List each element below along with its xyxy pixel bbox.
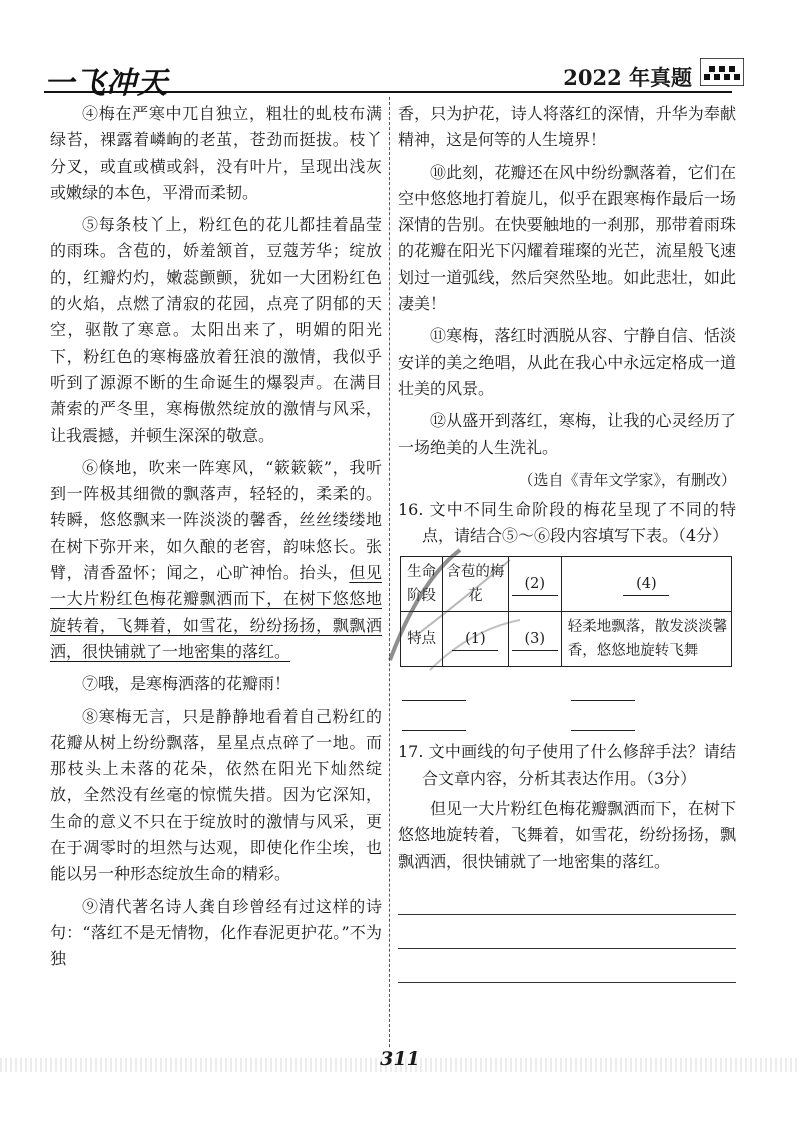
paragraph-6-text: ⑥倏地，吹来一阵寒风，“簌簌簌”，我听到一阵极其细微的飘落声，轻轻的，柔柔的。转瞬，悠悠飘来一阵淡淡的馨香，丝丝缕缕地在树下弥开来，如久酿的老窖，韵味悠长。张臂，清香盈怀；闻之，心旷神怡。抬头， bbox=[50, 457, 382, 583]
writing-line[interactable] bbox=[398, 881, 736, 915]
left-column bbox=[50, 101, 382, 979]
question-16: 16. 文中不同生命阶段的梅花呈现了不同的特点，请结合⑤～⑥段内容填写下表。（4分） bbox=[398, 500, 736, 546]
table-header-blank-2: (2) bbox=[508, 556, 561, 611]
table-cell-blank-3: (3) bbox=[508, 611, 561, 666]
checker-ornament-icon bbox=[700, 58, 744, 86]
right-column bbox=[398, 101, 736, 983]
question-16-table bbox=[400, 556, 732, 667]
paragraph-4: ④梅在严寒中兀自独立，粗壮的虬枝布满绿苔，裸露着嶙峋的老茧，苍劲而挺拔。枝丫分叉，或直或横或斜，没有叶片，呈现出浅灰或嫩绿的本色，平滑而柔韧。 bbox=[50, 104, 382, 202]
table-header-bud: 含苞的梅花 bbox=[443, 556, 509, 611]
answer-blanks bbox=[398, 675, 736, 732]
paragraph-9: ⑨清代著名诗人龚自珍曾经有过这样的诗句：“落红不是无情物，化作春泥更护花。”不为独 bbox=[50, 896, 382, 969]
paragraph-5: ⑤每条枝丫上，粉红色的花儿都挂着晶莹的雨珠。含苞的，娇羞颔首，豆蔻芳华；绽放的，红瓣灼灼，嫩蕊颤颤，犹如一大团粉红色的火焰，点燃了清寂的花园，点亮了阴郁的天空，驱散了寒意。太阳出来了，明媚的阳光下，粉红色的寒梅盛放着狂浪的激情，我似乎听到了源源不断的生命诞生的爆裂声。在满目萧索的严冬里，寒梅傲然绽放的激情与风采，让我震撼，并顿生深深的敬意。 bbox=[50, 215, 382, 445]
answer-4[interactable] bbox=[567, 705, 736, 731]
table-cell-description: 轻柔地飘落，散发淡淡馨香，悠悠地旋转飞舞 bbox=[561, 611, 731, 666]
writing-line[interactable] bbox=[398, 915, 736, 949]
source-citation: （选自《青年文学家》，有删改） bbox=[518, 470, 736, 489]
page-header bbox=[44, 56, 744, 101]
question-17-quote: 但见一大片粉红色梅花瓣飘洒而下，在树下悠悠地旋转着，飞舞着，如雪花，纷纷扬扬，飘飘洒洒，很快铺就了一地密集的落红。 bbox=[398, 798, 736, 871]
answer-2[interactable] bbox=[567, 675, 736, 701]
underlined-sentence: 但见一大片粉红色梅花瓣飘洒而下，在树下悠悠地旋转着，飞舞着，如雪花，纷纷扬扬，飘飘洒洒，很快铺就了一地密集的落红。 bbox=[50, 563, 382, 661]
paragraph-6 bbox=[50, 455, 382, 665]
page-number: 311 bbox=[380, 1048, 420, 1070]
question-17: 17. 文中画线的句子使用了什么修辞手法？请结合文章内容，分析其表达作用。（3分） bbox=[398, 742, 736, 788]
header-rule bbox=[44, 91, 732, 93]
answer-3[interactable] bbox=[398, 705, 567, 731]
paragraph-7: ⑦哦，是寒梅洒落的花瓣雨！ bbox=[82, 674, 291, 694]
paragraph-9-continued: 香，只为护花，诗人将落红的深情，升华为奉献精神，这是何等的人生境界！ bbox=[398, 104, 736, 150]
header-title: 2022 年真题 bbox=[563, 65, 692, 90]
paragraph-12: ⑫从盛开到落红，寒梅，让我的心灵经历了一场绝美的人生洗礼。 bbox=[398, 411, 736, 457]
table-header-stage: 生命阶段 bbox=[401, 556, 443, 611]
series-logo: 一飞冲天 bbox=[44, 66, 168, 101]
writing-line[interactable] bbox=[398, 949, 736, 983]
table-row-label: 特点 bbox=[401, 611, 443, 666]
table-header-blank-4: (4) bbox=[561, 556, 731, 611]
table-cell-blank-1: (1) bbox=[443, 611, 509, 666]
paragraph-11: ⑪寒梅，落红时洒脱从容、宁静自信、恬淡安详的美之绝唱，从此在我心中永远定格成一道壮美的风景。 bbox=[398, 326, 736, 398]
paragraph-10: ⑩此刻，花瓣还在风中纷纷飘落着，它们在空中悠悠地打着旋儿，似乎在跟寒梅作最后一场深情的告别。在快要触地的一刹那，那带着雨珠的花瓣在阳光下闪耀着璀璨的光芒，流星般飞速划过一道弧线，然后突然坠地。如此悲壮，如此凄美！ bbox=[398, 162, 736, 314]
column-divider bbox=[389, 97, 390, 1047]
paragraph-8: ⑧寒梅无言，只是静静地看着自己粉红的花瓣从树上纷纷飘落，星星点点碎了一地。而那枝头上未落的花朵，依然在阳光下灿然绽放，全然没有丝毫的惊慌失措。因为它深知，生命的意义不只在于绽放时的激情与风采，更在于凋零时的坦然与达观，即使化作尘埃，也能以另一种形态绽放生命的精彩。 bbox=[50, 706, 382, 884]
answer-1[interactable] bbox=[398, 675, 567, 701]
